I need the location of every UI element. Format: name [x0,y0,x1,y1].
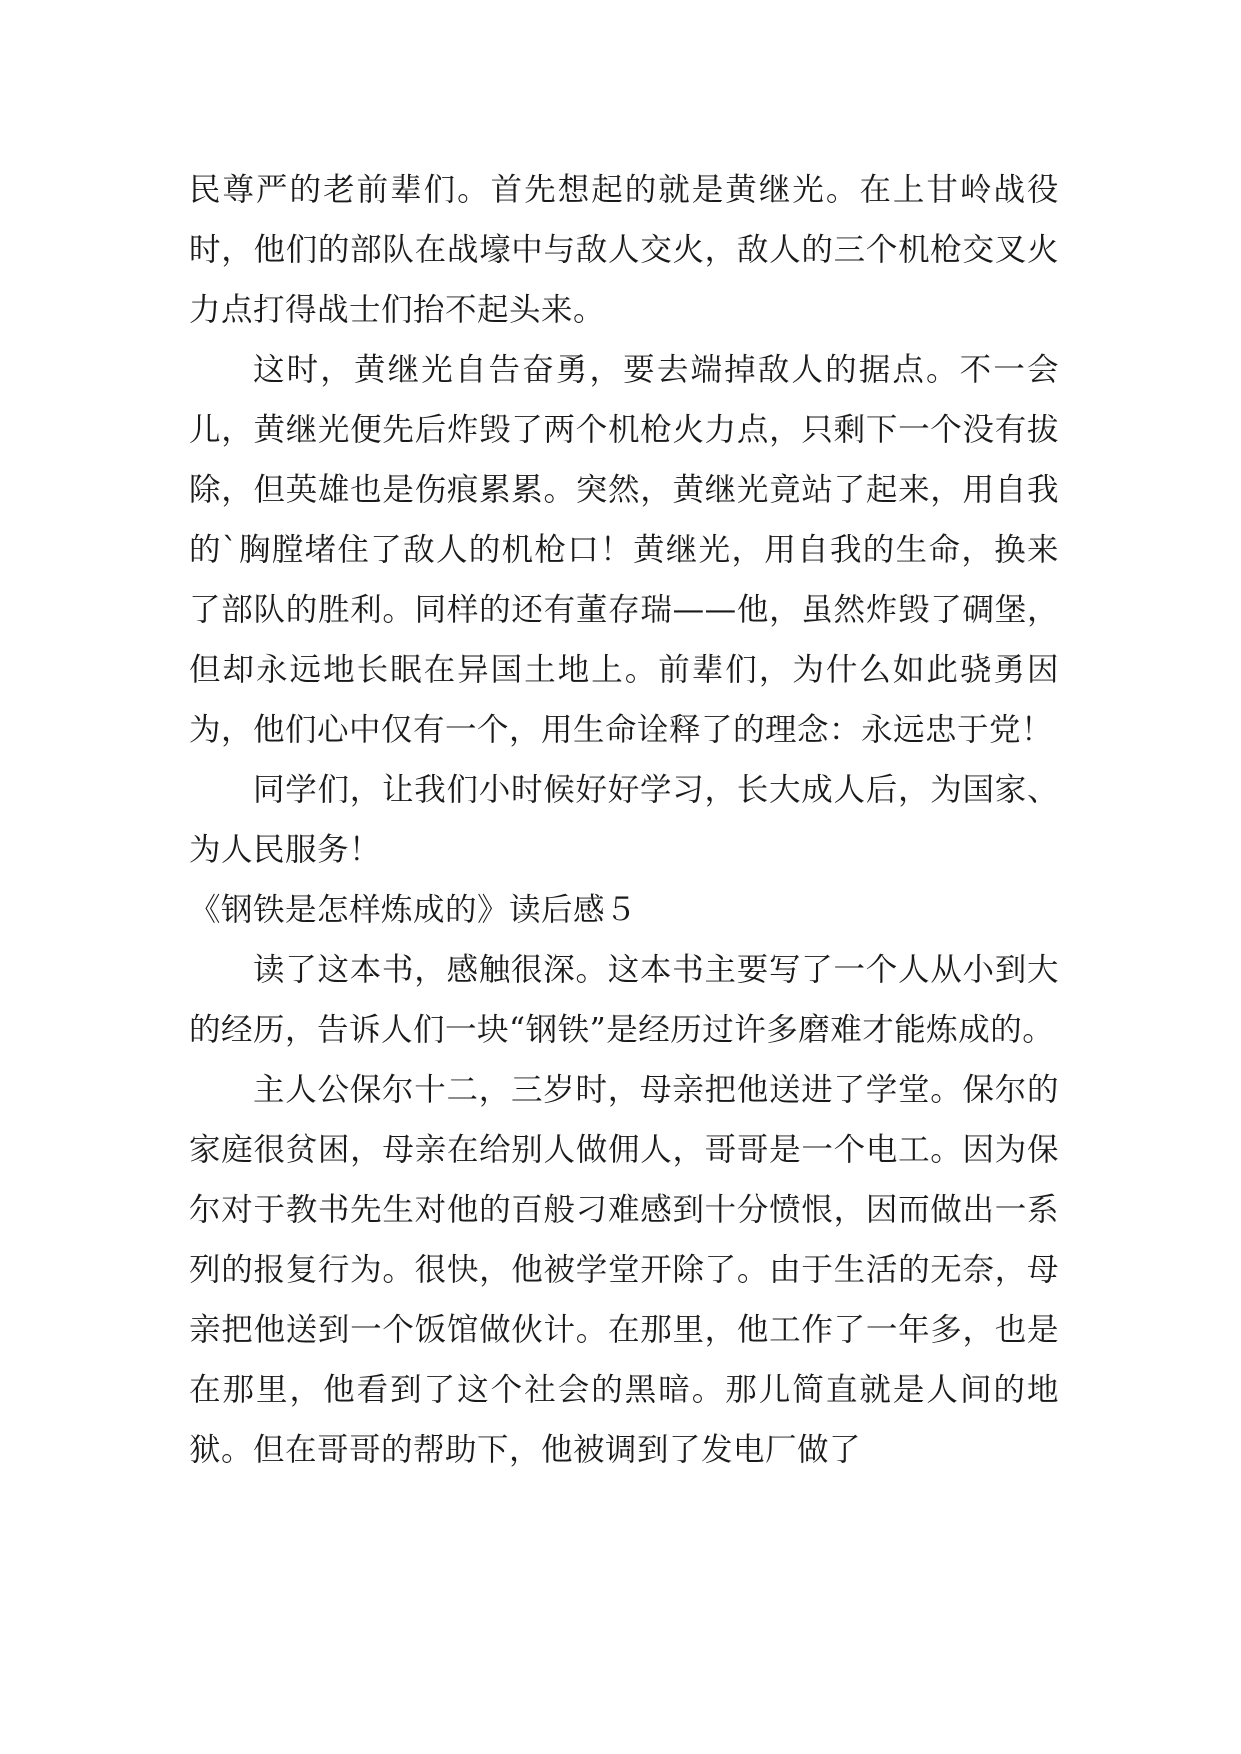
paragraph-5: 主人公保尔十二，三岁时，母亲把他送进了学堂。保尔的家庭很贫困，母亲在给别人做佣人，哥哥是一个电工。因为保尔对于教书先生对他的百般刁难感到十分愤恨，因而做出一系列的报复行为。很快，他被学堂开除了。由于生活的无奈，母亲把他送到一个饭馆做伙计。在那里，他工作了一年多，也是在那里，他看到了这个社会的黑暗。那儿简直就是人间的地狱。但在哥哥的帮助下，他被调到了发电厂做了 [189,1072,1059,1468]
paragraph-3: 同学们，让我们小时候好好学习，长大成人后，为国家、为人民服务！ [189,772,1059,868]
paragraph-2: 这时，黄继光自告奋勇，要去端掉敌人的据点。不一会儿，黄继光便先后炸毁了两个机枪火力点，只剩下一个没有拔除，但英雄也是伤痕累累。突然，黄继光竟站了起来，用自我的`胸膛堵住了敌人的机枪口！黄继光，用自我的生命，换来了部队的胜利。同样的还有董存瑞——他，虽然炸毁了碉堡，但却永远地长眠在异国土地上。前辈们，为什么如此骁勇因为，他们心中仅有一个，用生命诠释了的理念：永远忠于党！ [189,352,1059,748]
paragraph-4: 读了这本书，感触很深。这本书主要写了一个人从小到大的经历，告诉人们一块“钢铁”是经历过许多磨难才能炼成的。 [189,952,1059,1048]
paragraph-1: 民尊严的老前辈们。首先想起的就是黄继光。在上甘岭战役时，他们的部队在战壕中与敌人交火，敌人的三个机枪交叉火力点打得战士们抬不起头来。 [189,172,1059,328]
document-body [189,160,1059,1480]
section-title: 《钢铁是怎样炼成的》读后感５ [189,892,638,928]
